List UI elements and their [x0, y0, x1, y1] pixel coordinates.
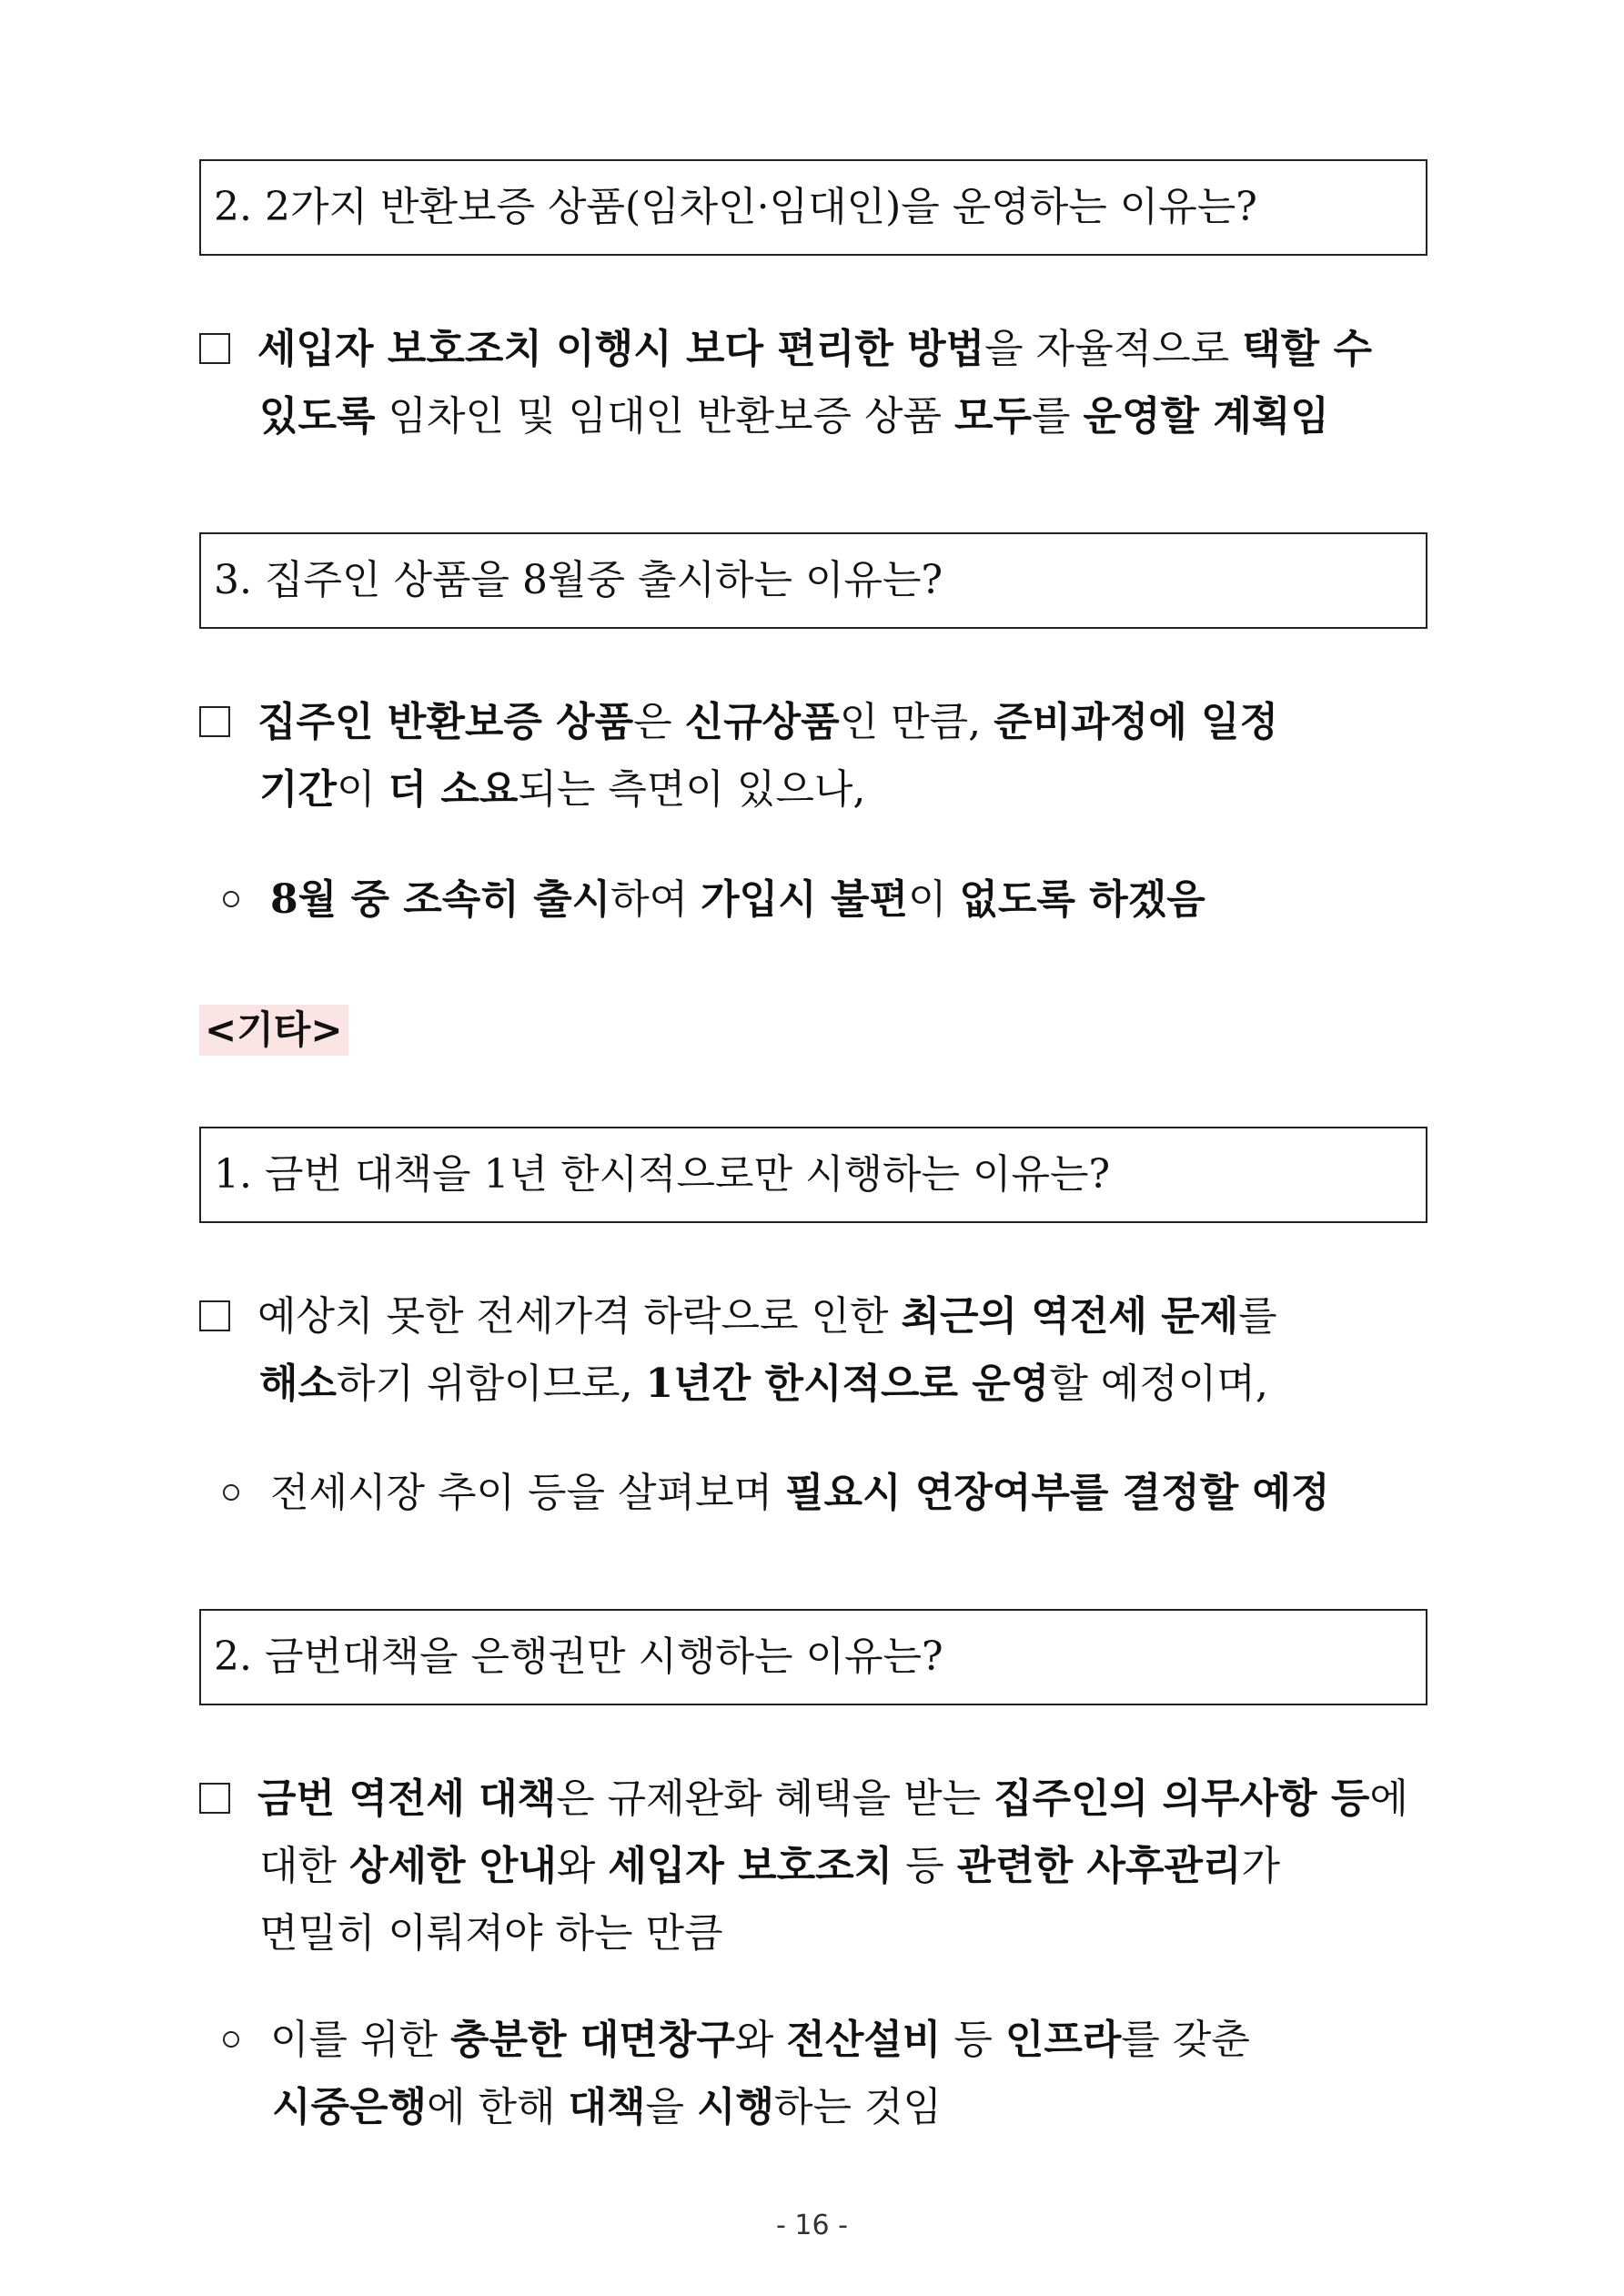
text-run: 와	[556, 1843, 609, 1889]
text-run: 에	[1369, 1775, 1408, 1822]
text-run: 임차인 및 임대인 반환보증 상품	[375, 393, 954, 440]
text-run: 을 자율적으로	[984, 326, 1243, 372]
bold-text-run: 집주인의 의무사항 등	[994, 1775, 1370, 1822]
text-run: 예상치 못한 전세가격 하락으로 인한	[257, 1293, 902, 1340]
bold-text-run: 신규상품	[684, 699, 840, 745]
subpoint-text	[270, 876, 1205, 923]
bold-text-run: 시중은행	[272, 2084, 428, 2130]
text-run: 하기 위함이므로,	[337, 1360, 646, 1407]
bold-text-run: 상세한 안내	[349, 1843, 557, 1889]
bold-text-run: 인프라	[1004, 2017, 1122, 2063]
answer-subpoint-etc-1	[223, 1460, 1424, 1527]
subpoint-line	[223, 2007, 1424, 2074]
answer-line	[199, 1833, 1427, 1900]
text-run: 인 만큼,	[839, 699, 994, 745]
text-run: 와	[734, 2017, 787, 2063]
text-run: 전세시장 추이 등을 살펴보며	[270, 1470, 785, 1516]
question-text: 1. 금번 대책을 1년 한시적으로만 시행하는 이유는?	[214, 1151, 1111, 1198]
answer-text	[257, 1293, 1277, 1340]
question-text: 3. 집주인 상품을 8월중 출시하는 이유는?	[214, 557, 943, 603]
bold-text-run: 전산설비	[786, 2017, 942, 2063]
subpoint-line	[223, 866, 1424, 934]
square-bullet-icon	[199, 1783, 230, 1814]
answer-text	[257, 1775, 1408, 1822]
circle-bullet-icon	[223, 891, 239, 907]
page-number: - 16 -	[776, 2210, 848, 2241]
text-run: 가	[1241, 1843, 1281, 1889]
text-run: 은	[633, 699, 685, 745]
square-bullet-icon	[199, 706, 230, 737]
answer-text	[257, 699, 1278, 745]
answer-paragraph-2	[199, 316, 1427, 450]
answer-paragraph-etc-2	[199, 1765, 1427, 1967]
text-run: 은 규제완화 혜택을 받는	[556, 1775, 994, 1822]
bold-text-run: 1년간 한시적으로 운영	[645, 1360, 1050, 1407]
text-run: 를	[1032, 393, 1084, 440]
answer-paragraph-3	[199, 689, 1427, 824]
text-run: 면밀히 이뤄져야 하는 만큼	[259, 1910, 723, 1957]
bold-text-run: 관련한 사후관리	[956, 1843, 1242, 1889]
bold-text-run: 해소	[259, 1360, 338, 1407]
answer-line	[199, 1283, 1427, 1350]
bold-text-run: 가입시 불편	[701, 876, 908, 923]
answer-line	[199, 1765, 1427, 1833]
answer-text	[259, 1360, 1268, 1407]
answer-text	[257, 326, 1372, 372]
text-run: 을	[645, 2084, 698, 2130]
text-run: 하여	[610, 876, 701, 923]
bold-text-run: 없도록 하겠음	[959, 876, 1205, 923]
text-run: 에 한해	[427, 2084, 569, 2130]
text-run: 이	[337, 766, 388, 813]
text-run: 등	[893, 1843, 957, 1889]
question-box-2	[199, 159, 1427, 256]
answer-line	[199, 756, 1427, 824]
bold-text-run: 기간	[259, 766, 338, 813]
bold-text-run: 대책	[568, 2084, 646, 2130]
text-run: 대한	[259, 1843, 349, 1889]
text-run: 되는 측면이 있으나,	[518, 766, 866, 813]
answer-line	[199, 689, 1427, 756]
bold-text-run: 있도록	[259, 393, 376, 440]
text-run: 할 예정이며,	[1049, 1360, 1268, 1407]
bold-text-run: 준비과정에 일정	[994, 699, 1279, 745]
answer-line	[199, 316, 1427, 383]
answer-subpoint-etc-2	[223, 2007, 1424, 2141]
bold-text-run: 세입자 보호조치 이행시 보다 편리한 방법	[257, 326, 985, 372]
answer-subpoint-3	[223, 866, 1424, 934]
subpoint-text	[272, 2084, 942, 2130]
bold-text-run: 택할 수	[1242, 326, 1373, 372]
text-run: 이	[907, 876, 960, 923]
bold-text-run: 모두	[953, 393, 1032, 440]
square-bullet-icon	[199, 333, 230, 364]
subpoint-text	[270, 1470, 1330, 1516]
text-run: 이를 위한	[270, 2017, 450, 2063]
bold-text-run: 운영할 계획임	[1083, 393, 1329, 440]
text-run: 를	[1238, 1293, 1277, 1340]
text-run: 등	[941, 2017, 1005, 2063]
subpoint-line	[223, 1460, 1424, 1527]
answer-text	[259, 1910, 723, 1957]
question-box-etc-1	[199, 1127, 1427, 1223]
answer-line	[199, 383, 1427, 450]
question-box-etc-2	[199, 1609, 1427, 1705]
bold-text-run: 최근의 역전세 문제	[901, 1293, 1239, 1340]
bold-text-run: 세입자 보호조치	[608, 1843, 893, 1889]
text-run: 를 갖춘	[1121, 2017, 1250, 2063]
answer-text	[259, 1843, 1280, 1889]
section-label: <기타>	[199, 1005, 348, 1056]
answer-text	[259, 393, 1329, 440]
bold-text-run: 집주인 반환보증 상품	[257, 699, 634, 745]
answer-line	[199, 1900, 1427, 1967]
bold-text-run: 충분한 대면창구	[450, 2017, 735, 2063]
bold-text-run: 8월 중 조속히 출시	[270, 876, 611, 923]
answer-paragraph-etc-1	[199, 1283, 1427, 1418]
bold-text-run: 시행	[697, 2084, 775, 2130]
text-run: 하는 것임	[774, 2084, 943, 2130]
circle-bullet-icon	[223, 2031, 239, 2048]
answer-text	[259, 766, 865, 813]
subpoint-text	[270, 2017, 1250, 2063]
bold-text-run: 필요시 연장여부를 결정할 예정	[785, 1470, 1330, 1516]
question-text: 2. 금번대책을 은행권만 시행하는 이유는?	[214, 1633, 943, 1680]
bold-text-run: 금번 역전세 대책	[257, 1775, 557, 1822]
circle-bullet-icon	[223, 1484, 239, 1501]
answer-line	[199, 1350, 1427, 1418]
question-box-3	[199, 532, 1427, 629]
bold-text-run: 더 소요	[388, 766, 519, 813]
question-text: 2. 2가지 반환보증 상품(임차인·임대인)을 운영하는 이유는?	[214, 184, 1257, 230]
subpoint-line	[223, 2074, 1424, 2141]
square-bullet-icon	[199, 1300, 230, 1331]
